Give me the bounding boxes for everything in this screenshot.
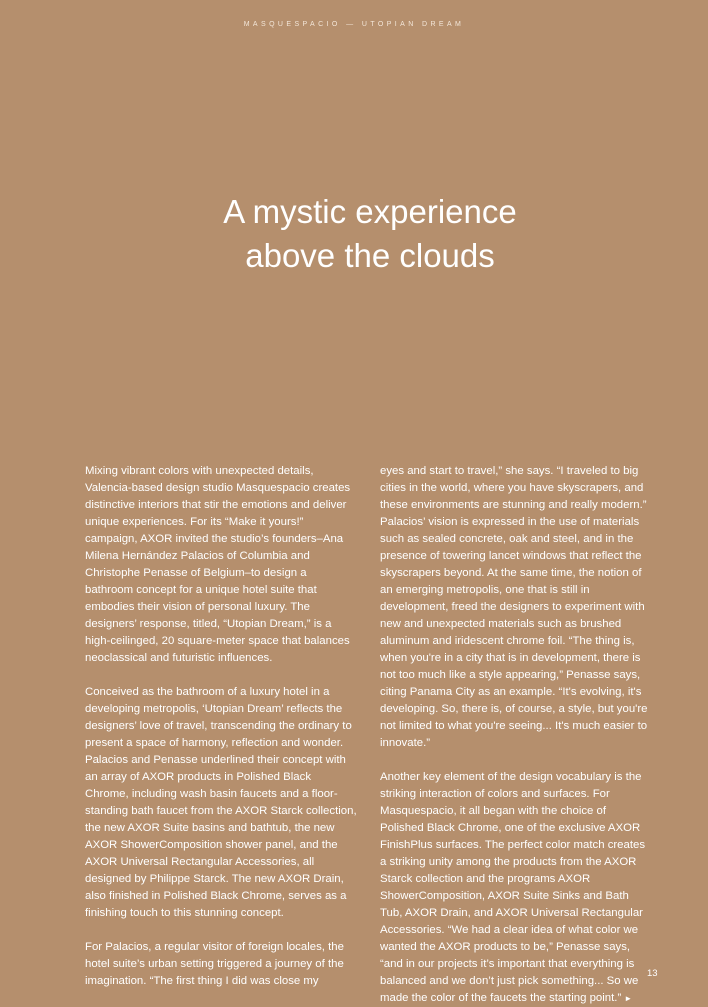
page-number: 13 <box>647 968 658 979</box>
continue-arrow-icon: ► <box>624 994 633 1003</box>
body-paragraph: Conceived as the bathroom of a luxury hotel in a developing metropolis, ‘Utopian Dream’ reflects the designers’ love of travel, transcending the ordinary to present a space of harmony, reflection and wonder. Palacios and Penasse underlined their concept with an array of AXOR products in Polished Black Chrome, including wash basin faucets and a floor-standing bath faucet from the AXOR Starck collection, the new AXOR Suite basins and bathtub, the new AXOR ShowerComposition shower panel, and the AXOR Universal Rectangular Accessories, all designed by Philippe Starck. The new AXOR Drain, also finished in Polished Black Chrome, serves as a finishing touch to this stunning concept. <box>85 686 357 919</box>
body-column-right <box>380 463 652 1007</box>
body-paragraph: eyes and start to travel,” she says. “I traveled to big cities in the world, where you have skyscrapers, and these environments are stunning and really modern.” Palacios’ vision is expressed in the use of materials such as sealed concrete, oak and steel, and in the presence of towering lancet windows that reflect the skyscrapers beyond. At the same time, the notion of an emerging metropolis, one that is still in development, freed the designers to experiment with new and unexpected materials such as brushed aluminum and iridescent chrome foil. “The thing is, when you're in a city that is in development, there is not too much like a style appearing,” Penasse says, citing Panama City as an example. “It's evolving, it's developing. So, there is, of course, a style, but you're not limited to what you're seeing... It's much easier to innovate.” <box>380 465 648 749</box>
headline-line-2: above the clouds <box>245 237 495 274</box>
body-paragraph-text: Another key element of the design vocabulary is the striking interaction of colors and surfaces. For Masquespacio, it all began with the choice of Polished Black Chrome, one of the exclusive AXOR FinishPlus surfaces. The perfect color match creates a striking unity among the products from the AXOR Starck collection and the programs AXOR ShowerComposition, AXOR Suite Sinks and Bath Tub, AXOR Drain, and AXOR Universal Rectangular Accessories. “We had a clear idea of what color we wanted the AXOR products to be,” Penasse says, “and in our projects it’s important that everything is balanced and we don’t just pick something... So we made the color of the faucets the starting point.” <box>380 771 646 1004</box>
body-column-left <box>85 463 357 990</box>
article-headline <box>0 190 708 278</box>
running-header: MASQUESPACIO — UTOPIAN DREAM <box>243 21 465 28</box>
body-paragraph: For Palacios, a regular visitor of foreign locales, the hotel suite’s urban setting triggered a journey of the imagination. “The first thing I did was close my <box>85 941 344 987</box>
headline-line-1: A mystic experience <box>223 193 517 230</box>
body-paragraph: Mixing vibrant colors with unexpected details, Valencia-based design studio Masquespacio creates distinctive interiors that stir the emotions and deliver unique experiences. For its “Make it yours!” campaign, AXOR invited the studio’s founders–Ana Milena Hernández Palacios of Columbia and Christophe Penasse of Belgium–to design a bathroom concept for a unique hotel suite that embodies their vision of personal luxury. The designers’ response, titled, “Utopian Dream,” is a high-ceilinged, 20 square-meter space that balances neoclassical and futuristic influences. <box>85 465 351 664</box>
body-paragraph-last <box>380 769 652 1007</box>
